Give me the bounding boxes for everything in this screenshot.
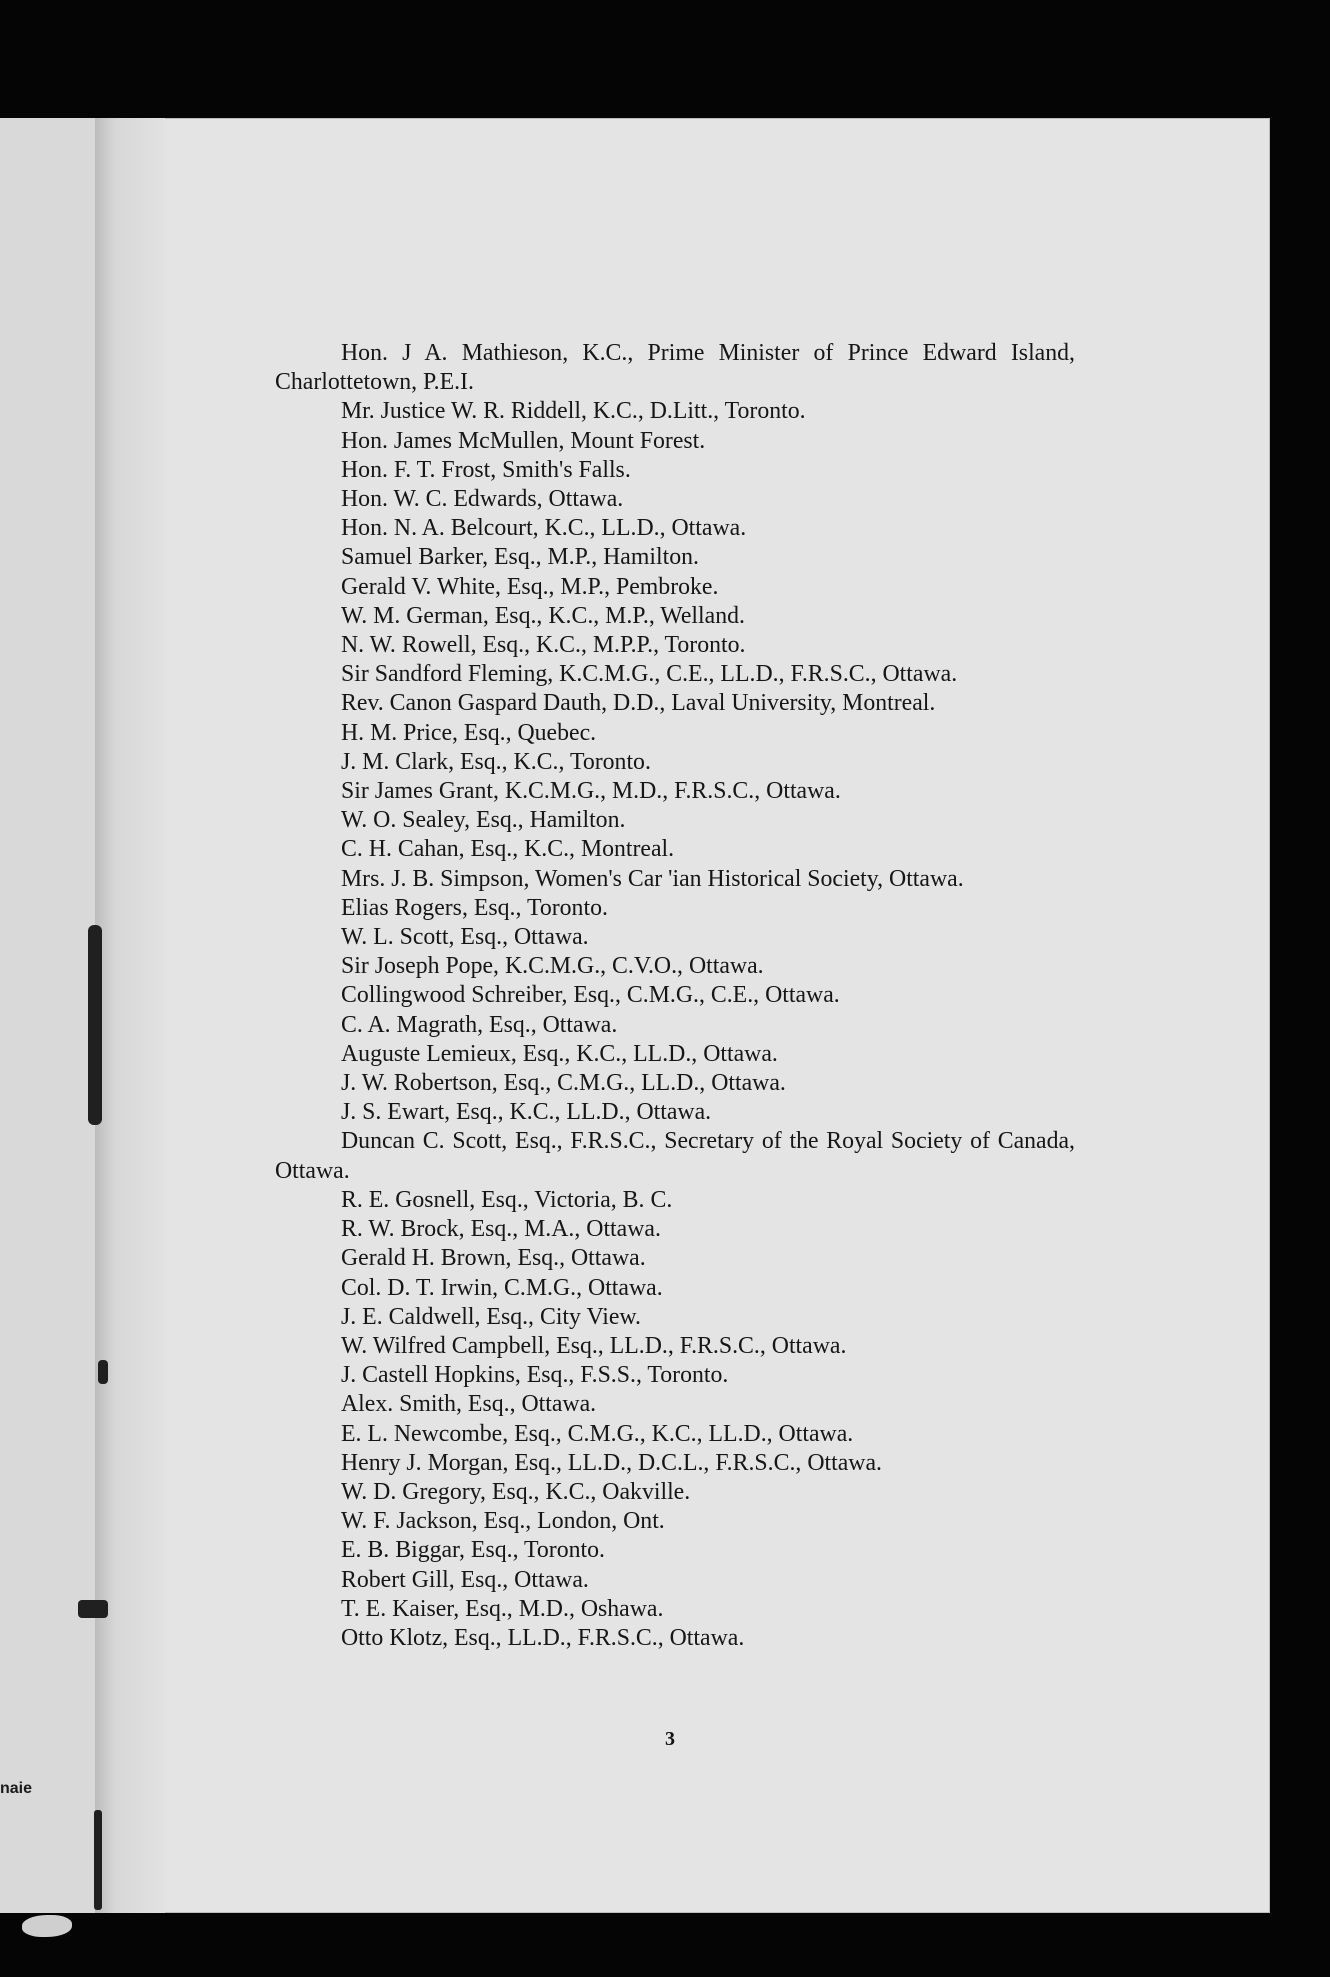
list-item: Hon. W. C. Edwards, Ottawa. bbox=[341, 486, 624, 513]
list-item: J. S. Ewart, Esq., K.C., LL.D., Ottawa. bbox=[341, 1099, 712, 1126]
facing-page-text-fragment: naie bbox=[0, 1780, 33, 1797]
list-item: Gerald V. White, Esq., M.P., Pembroke. bbox=[341, 573, 719, 600]
list-item: Samuel Barker, Esq., M.P., Hamilton. bbox=[341, 544, 699, 571]
list-item: Alex. Smith, Esq., Ottawa. bbox=[341, 1391, 597, 1418]
list-item: Collingwood Schreiber, Esq., C.M.G., C.E., Ottawa. bbox=[341, 982, 840, 1009]
corner-blot bbox=[22, 1915, 72, 1937]
page-gutter-shadow bbox=[95, 118, 165, 1913]
list-item: Sir Joseph Pope, K.C.M.G., C.V.O., Ottawa. bbox=[341, 953, 764, 980]
list-item: Auguste Lemieux, Esq., K.C., LL.D., Ottawa. bbox=[341, 1040, 778, 1067]
list-item: E. B. Biggar, Esq., Toronto. bbox=[341, 1537, 605, 1564]
list-item: R. E. Gosnell, Esq., Victoria, B. C. bbox=[341, 1186, 673, 1213]
list-item: J. M. Clark, Esq., K.C., Toronto. bbox=[341, 748, 651, 775]
list-item: Robert Gill, Esq., Ottawa. bbox=[341, 1566, 589, 1593]
list-item: Sir James Grant, K.C.M.G., M.D., F.R.S.C., Ottawa. bbox=[341, 778, 841, 805]
list-item: W. D. Gregory, Esq., K.C., Oakville. bbox=[341, 1478, 691, 1505]
list-item: Duncan C. Scott, Esq., F.R.S.C., Secretary of the Royal Society of Canada, Ottawa. bbox=[275, 1128, 1075, 1184]
list-item: Otto Klotz, Esq., LL.D., F.R.S.C., Ottawa. bbox=[341, 1624, 745, 1651]
list-item: Henry J. Morgan, Esq., LL.D., D.C.L., F.R.S.C., Ottawa. bbox=[341, 1449, 882, 1476]
list-item: H. M. Price, Esq., Quebec. bbox=[341, 719, 597, 746]
list-item: E. L. Newcombe, Esq., C.M.G., K.C., LL.D., Ottawa. bbox=[341, 1420, 854, 1447]
list-item: W. Wilfred Campbell, Esq., LL.D., F.R.S.C., Ottawa. bbox=[341, 1332, 847, 1359]
list-item: J. Castell Hopkins, Esq., F.S.S., Toronto. bbox=[341, 1362, 729, 1389]
list-item: Col. D. T. Irwin, C.M.G., Ottawa. bbox=[341, 1274, 663, 1301]
list-item: J. E. Caldwell, Esq., City View. bbox=[341, 1303, 641, 1330]
list-item: W. F. Jackson, Esq., London, Ont. bbox=[341, 1508, 665, 1535]
list-item: Hon. F. T. Frost, Smith's Falls. bbox=[341, 456, 631, 483]
list-item: Hon. J A. Mathieson, K.C., Prime Minister of Prince Edward Island, Charlottetown, P.E.I. bbox=[275, 340, 1075, 396]
member-list bbox=[275, 339, 1075, 1653]
list-item: W. L. Scott, Esq., Ottawa. bbox=[341, 924, 589, 951]
list-item: Hon. N. A. Belcourt, K.C., LL.D., Ottawa. bbox=[341, 515, 747, 542]
list-item: T. E. Kaiser, Esq., M.D., Oshawa. bbox=[341, 1595, 664, 1622]
list-item: Hon. James McMullen, Mount Forest. bbox=[341, 427, 706, 454]
list-item: J. W. Robertson, Esq., C.M.G., LL.D., Ottawa. bbox=[341, 1070, 786, 1097]
binding-mark bbox=[78, 1600, 108, 1618]
list-item: W. O. Sealey, Esq., Hamilton. bbox=[341, 807, 626, 834]
list-item: C. H. Cahan, Esq., K.C., Montreal. bbox=[341, 836, 675, 863]
list-item: Rev. Canon Gaspard Dauth, D.D., Laval University, Montreal. bbox=[341, 690, 936, 717]
binding-mark bbox=[88, 925, 102, 1125]
list-item: Mrs. J. B. Simpson, Women's Car 'ian Historical Society, Ottawa. bbox=[341, 865, 964, 892]
facing-page-edge bbox=[0, 118, 95, 1913]
binding-mark bbox=[98, 1360, 108, 1384]
list-item: R. W. Brock, Esq., M.A., Ottawa. bbox=[341, 1216, 661, 1243]
page-number: 3 bbox=[665, 1728, 675, 1750]
list-item: Sir Sandford Fleming, K.C.M.G., C.E., LL.D., F.R.S.C., Ottawa. bbox=[341, 661, 958, 688]
list-item: Gerald H. Brown, Esq., Ottawa. bbox=[341, 1245, 646, 1272]
list-item: Mr. Justice W. R. Riddell, K.C., D.Litt., Toronto. bbox=[341, 398, 806, 425]
list-item: N. W. Rowell, Esq., K.C., M.P.P., Toronto. bbox=[341, 632, 746, 659]
binding-mark bbox=[94, 1810, 102, 1910]
list-item: Elias Rogers, Esq., Toronto. bbox=[341, 894, 608, 921]
list-item: W. M. German, Esq., K.C., M.P., Welland. bbox=[341, 602, 745, 629]
list-item: C. A. Magrath, Esq., Ottawa. bbox=[341, 1011, 618, 1038]
